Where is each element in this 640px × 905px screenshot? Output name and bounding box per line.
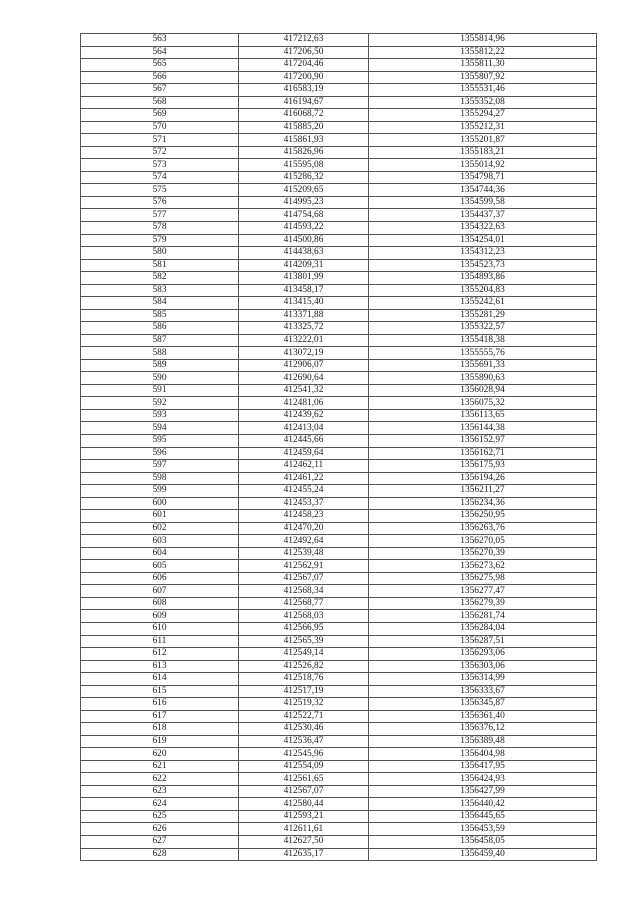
table-row — [81, 810, 597, 823]
x-coordinate-cell: 412462,11 — [239, 460, 369, 473]
x-coordinate-cell: 413371,88 — [239, 309, 369, 322]
table-row — [81, 648, 597, 661]
x-coordinate-cell: 414438,63 — [239, 247, 369, 260]
y-coordinate-cell: 1356376,12 — [369, 723, 597, 736]
table-row — [81, 372, 597, 385]
table-row — [81, 397, 597, 410]
point-number-cell: 587 — [81, 334, 239, 347]
x-coordinate-cell: 413801,99 — [239, 272, 369, 285]
x-coordinate-cell: 412611,61 — [239, 823, 369, 836]
x-coordinate-cell: 415286,32 — [239, 171, 369, 184]
x-coordinate-cell: 412561,65 — [239, 773, 369, 786]
point-number-cell: 575 — [81, 184, 239, 197]
table-row — [81, 284, 597, 297]
table-row — [81, 836, 597, 849]
table-row — [81, 146, 597, 159]
table-row — [81, 660, 597, 673]
y-coordinate-cell: 1356277,47 — [369, 585, 597, 598]
point-number-cell: 624 — [81, 798, 239, 811]
point-number-cell: 606 — [81, 572, 239, 585]
y-coordinate-cell: 1354893,86 — [369, 272, 597, 285]
point-number-cell: 573 — [81, 159, 239, 172]
point-number-cell: 580 — [81, 247, 239, 260]
table-row — [81, 84, 597, 97]
x-coordinate-cell: 412519,32 — [239, 698, 369, 711]
point-number-cell: 596 — [81, 447, 239, 460]
x-coordinate-cell: 417212,63 — [239, 34, 369, 47]
y-coordinate-cell: 1355418,38 — [369, 334, 597, 347]
y-coordinate-cell: 1356270,39 — [369, 547, 597, 560]
point-number-cell: 601 — [81, 510, 239, 523]
table-row — [81, 735, 597, 748]
x-coordinate-cell: 415861,93 — [239, 134, 369, 147]
table-row — [81, 848, 597, 861]
y-coordinate-cell: 1355352,08 — [369, 96, 597, 109]
x-coordinate-cell: 412690,64 — [239, 372, 369, 385]
point-number-cell: 567 — [81, 84, 239, 97]
x-coordinate-cell: 412567,07 — [239, 785, 369, 798]
table-row — [81, 184, 597, 197]
y-coordinate-cell: 1356424,93 — [369, 773, 597, 786]
x-coordinate-cell: 416583,19 — [239, 84, 369, 97]
point-number-cell: 569 — [81, 109, 239, 122]
point-number-cell: 628 — [81, 848, 239, 861]
table-row — [81, 447, 597, 460]
point-number-cell: 589 — [81, 359, 239, 372]
x-coordinate-cell: 415595,08 — [239, 159, 369, 172]
point-number-cell: 618 — [81, 723, 239, 736]
y-coordinate-cell: 1355890,63 — [369, 372, 597, 385]
y-coordinate-cell: 1354312,23 — [369, 247, 597, 260]
x-coordinate-cell: 412627,50 — [239, 836, 369, 849]
y-coordinate-cell: 1356175,93 — [369, 460, 597, 473]
y-coordinate-cell: 1356075,32 — [369, 397, 597, 410]
y-coordinate-cell: 1355322,57 — [369, 322, 597, 335]
x-coordinate-cell: 416194,67 — [239, 96, 369, 109]
table-row — [81, 485, 597, 498]
y-coordinate-cell: 1356250,95 — [369, 510, 597, 523]
y-coordinate-cell: 1355281,29 — [369, 309, 597, 322]
x-coordinate-cell: 414754,68 — [239, 209, 369, 222]
point-number-cell: 615 — [81, 685, 239, 698]
table-row — [81, 34, 597, 47]
x-coordinate-cell: 412458,23 — [239, 510, 369, 523]
table-row — [81, 685, 597, 698]
y-coordinate-cell: 1356144,38 — [369, 422, 597, 435]
table-row — [81, 96, 597, 109]
y-coordinate-cell: 1356459,40 — [369, 848, 597, 861]
y-coordinate-cell: 1356028,94 — [369, 384, 597, 397]
x-coordinate-cell: 413415,40 — [239, 297, 369, 310]
x-coordinate-cell: 414995,23 — [239, 196, 369, 209]
x-coordinate-cell: 412906,07 — [239, 359, 369, 372]
point-number-cell: 582 — [81, 272, 239, 285]
point-number-cell: 583 — [81, 284, 239, 297]
y-coordinate-cell: 1356263,76 — [369, 522, 597, 535]
table-row — [81, 171, 597, 184]
y-coordinate-cell: 1356279,39 — [369, 597, 597, 610]
point-number-cell: 578 — [81, 221, 239, 234]
coordinate-table — [80, 33, 597, 861]
table-row — [81, 635, 597, 648]
x-coordinate-cell: 412453,37 — [239, 497, 369, 510]
x-coordinate-cell: 412554,09 — [239, 760, 369, 773]
table-row — [81, 297, 597, 310]
table-row — [81, 209, 597, 222]
x-coordinate-cell: 412459,64 — [239, 447, 369, 460]
point-number-cell: 607 — [81, 585, 239, 598]
table-row — [81, 460, 597, 473]
table-row — [81, 547, 597, 560]
y-coordinate-cell: 1355812,22 — [369, 46, 597, 59]
y-coordinate-cell: 1354744,36 — [369, 184, 597, 197]
x-coordinate-cell: 413072,19 — [239, 347, 369, 360]
y-coordinate-cell: 1356389,48 — [369, 735, 597, 748]
point-number-cell: 579 — [81, 234, 239, 247]
point-number-cell: 604 — [81, 547, 239, 560]
point-number-cell: 592 — [81, 397, 239, 410]
y-coordinate-cell: 1355294,27 — [369, 109, 597, 122]
y-coordinate-cell: 1356458,05 — [369, 836, 597, 849]
table-row — [81, 510, 597, 523]
table-row — [81, 535, 597, 548]
x-coordinate-cell: 412461,22 — [239, 472, 369, 485]
x-coordinate-cell: 412530,46 — [239, 723, 369, 736]
x-coordinate-cell: 412549,14 — [239, 648, 369, 661]
y-coordinate-cell: 1356293,06 — [369, 648, 597, 661]
y-coordinate-cell: 1354599,58 — [369, 196, 597, 209]
point-number-cell: 626 — [81, 823, 239, 836]
x-coordinate-cell: 412517,19 — [239, 685, 369, 698]
x-coordinate-cell: 412545,96 — [239, 748, 369, 761]
x-coordinate-cell: 412568,03 — [239, 610, 369, 623]
point-number-cell: 576 — [81, 196, 239, 209]
table-row — [81, 597, 597, 610]
y-coordinate-cell: 1354798,71 — [369, 171, 597, 184]
x-coordinate-cell: 415885,20 — [239, 121, 369, 134]
point-number-cell: 610 — [81, 622, 239, 635]
table-row — [81, 272, 597, 285]
table-row — [81, 435, 597, 448]
x-coordinate-cell: 412439,62 — [239, 409, 369, 422]
y-coordinate-cell: 1356287,51 — [369, 635, 597, 648]
point-number-cell: 620 — [81, 748, 239, 761]
y-coordinate-cell: 1356162,71 — [369, 447, 597, 460]
table-row — [81, 497, 597, 510]
y-coordinate-cell: 1356234,36 — [369, 497, 597, 510]
point-number-cell: 593 — [81, 409, 239, 422]
y-coordinate-cell: 1356314,99 — [369, 673, 597, 686]
x-coordinate-cell: 412526,82 — [239, 660, 369, 673]
y-coordinate-cell: 1354322,63 — [369, 221, 597, 234]
x-coordinate-cell: 412413,04 — [239, 422, 369, 435]
y-coordinate-cell: 1356417,95 — [369, 760, 597, 773]
table-row — [81, 196, 597, 209]
y-coordinate-cell: 1354437,37 — [369, 209, 597, 222]
point-number-cell: 611 — [81, 635, 239, 648]
point-number-cell: 616 — [81, 698, 239, 711]
point-number-cell: 586 — [81, 322, 239, 335]
y-coordinate-cell: 1356275,98 — [369, 572, 597, 585]
y-coordinate-cell: 1356440,42 — [369, 798, 597, 811]
x-coordinate-cell: 415209,65 — [239, 184, 369, 197]
y-coordinate-cell: 1354523,73 — [369, 259, 597, 272]
point-number-cell: 608 — [81, 597, 239, 610]
y-coordinate-cell: 1356427,99 — [369, 785, 597, 798]
x-coordinate-cell: 413222,01 — [239, 334, 369, 347]
table-row — [81, 798, 597, 811]
y-coordinate-cell: 1356270,05 — [369, 535, 597, 548]
x-coordinate-cell: 417200,90 — [239, 71, 369, 84]
y-coordinate-cell: 1356194,26 — [369, 472, 597, 485]
point-number-cell: 617 — [81, 710, 239, 723]
table-row — [81, 347, 597, 360]
y-coordinate-cell: 1355807,92 — [369, 71, 597, 84]
point-number-cell: 600 — [81, 497, 239, 510]
table-row — [81, 359, 597, 372]
table-row — [81, 723, 597, 736]
x-coordinate-cell: 412470,20 — [239, 522, 369, 535]
table-row — [81, 384, 597, 397]
coordinate-table-body — [81, 34, 597, 861]
y-coordinate-cell: 1356273,62 — [369, 560, 597, 573]
point-number-cell: 597 — [81, 460, 239, 473]
table-row — [81, 59, 597, 72]
point-number-cell: 595 — [81, 435, 239, 448]
table-row — [81, 560, 597, 573]
table-row — [81, 422, 597, 435]
x-coordinate-cell: 412492,64 — [239, 535, 369, 548]
y-coordinate-cell: 1355201,87 — [369, 134, 597, 147]
x-coordinate-cell: 412566,95 — [239, 622, 369, 635]
x-coordinate-cell: 415826,96 — [239, 146, 369, 159]
table-row — [81, 748, 597, 761]
table-row — [81, 322, 597, 335]
table-row — [81, 785, 597, 798]
x-coordinate-cell: 412481,06 — [239, 397, 369, 410]
point-number-cell: 565 — [81, 59, 239, 72]
y-coordinate-cell: 1355555,76 — [369, 347, 597, 360]
point-number-cell: 571 — [81, 134, 239, 147]
y-coordinate-cell: 1356284,04 — [369, 622, 597, 635]
point-number-cell: 612 — [81, 648, 239, 661]
x-coordinate-cell: 412580,44 — [239, 798, 369, 811]
table-row — [81, 259, 597, 272]
table-row — [81, 760, 597, 773]
point-number-cell: 623 — [81, 785, 239, 798]
y-coordinate-cell: 1355204,83 — [369, 284, 597, 297]
point-number-cell: 598 — [81, 472, 239, 485]
table-row — [81, 522, 597, 535]
table-row — [81, 572, 597, 585]
x-coordinate-cell: 413325,72 — [239, 322, 369, 335]
table-row — [81, 109, 597, 122]
table-row — [81, 134, 597, 147]
table-row — [81, 247, 597, 260]
y-coordinate-cell: 1356404,98 — [369, 748, 597, 761]
table-row — [81, 472, 597, 485]
point-number-cell: 581 — [81, 259, 239, 272]
point-number-cell: 588 — [81, 347, 239, 360]
x-coordinate-cell: 413458,17 — [239, 284, 369, 297]
table-row — [81, 710, 597, 723]
point-number-cell: 584 — [81, 297, 239, 310]
point-number-cell: 602 — [81, 522, 239, 535]
y-coordinate-cell: 1355691,33 — [369, 359, 597, 372]
table-row — [81, 585, 597, 598]
x-coordinate-cell: 412568,34 — [239, 585, 369, 598]
point-number-cell: 625 — [81, 810, 239, 823]
point-number-cell: 590 — [81, 372, 239, 385]
point-number-cell: 568 — [81, 96, 239, 109]
x-coordinate-cell: 412635,17 — [239, 848, 369, 861]
y-coordinate-cell: 1355531,46 — [369, 84, 597, 97]
point-number-cell: 591 — [81, 384, 239, 397]
y-coordinate-cell: 1356453,59 — [369, 823, 597, 836]
table-row — [81, 71, 597, 84]
point-number-cell: 574 — [81, 171, 239, 184]
x-coordinate-cell: 412518,76 — [239, 673, 369, 686]
x-coordinate-cell: 412445,66 — [239, 435, 369, 448]
y-coordinate-cell: 1355014,92 — [369, 159, 597, 172]
table-row — [81, 698, 597, 711]
x-coordinate-cell: 412567,07 — [239, 572, 369, 585]
y-coordinate-cell: 1356113,65 — [369, 409, 597, 422]
table-row — [81, 409, 597, 422]
point-number-cell: 614 — [81, 673, 239, 686]
x-coordinate-cell: 412541,32 — [239, 384, 369, 397]
y-coordinate-cell: 1355183,21 — [369, 146, 597, 159]
table-row — [81, 823, 597, 836]
x-coordinate-cell: 412568,77 — [239, 597, 369, 610]
x-coordinate-cell: 412539,48 — [239, 547, 369, 560]
x-coordinate-cell: 414500,86 — [239, 234, 369, 247]
x-coordinate-cell: 412522,71 — [239, 710, 369, 723]
point-number-cell: 613 — [81, 660, 239, 673]
table-row — [81, 773, 597, 786]
x-coordinate-cell: 417206,50 — [239, 46, 369, 59]
table-row — [81, 121, 597, 134]
point-number-cell: 609 — [81, 610, 239, 623]
x-coordinate-cell: 412455,24 — [239, 485, 369, 498]
point-number-cell: 599 — [81, 485, 239, 498]
x-coordinate-cell: 412593,21 — [239, 810, 369, 823]
x-coordinate-cell: 412562,91 — [239, 560, 369, 573]
table-row — [81, 673, 597, 686]
table-row — [81, 334, 597, 347]
point-number-cell: 572 — [81, 146, 239, 159]
y-coordinate-cell: 1355811,30 — [369, 59, 597, 72]
y-coordinate-cell: 1356333,67 — [369, 685, 597, 698]
point-number-cell: 622 — [81, 773, 239, 786]
y-coordinate-cell: 1355814,96 — [369, 34, 597, 47]
y-coordinate-cell: 1356345,87 — [369, 698, 597, 711]
x-coordinate-cell: 417204,46 — [239, 59, 369, 72]
table-row — [81, 159, 597, 172]
point-number-cell: 619 — [81, 735, 239, 748]
y-coordinate-cell: 1356281,74 — [369, 610, 597, 623]
x-coordinate-cell: 414593,22 — [239, 221, 369, 234]
table-row — [81, 309, 597, 322]
point-number-cell: 570 — [81, 121, 239, 134]
y-coordinate-cell: 1354254,01 — [369, 234, 597, 247]
y-coordinate-cell: 1355242,61 — [369, 297, 597, 310]
x-coordinate-cell: 412565,39 — [239, 635, 369, 648]
x-coordinate-cell: 414209,31 — [239, 259, 369, 272]
point-number-cell: 621 — [81, 760, 239, 773]
point-number-cell: 627 — [81, 836, 239, 849]
point-number-cell: 594 — [81, 422, 239, 435]
y-coordinate-cell: 1356303,06 — [369, 660, 597, 673]
y-coordinate-cell: 1356211,27 — [369, 485, 597, 498]
table-row — [81, 221, 597, 234]
table-row — [81, 622, 597, 635]
point-number-cell: 605 — [81, 560, 239, 573]
table-row — [81, 610, 597, 623]
table-row — [81, 46, 597, 59]
y-coordinate-cell: 1356445,65 — [369, 810, 597, 823]
x-coordinate-cell: 412536,47 — [239, 735, 369, 748]
y-coordinate-cell: 1355212,31 — [369, 121, 597, 134]
table-row — [81, 234, 597, 247]
y-coordinate-cell: 1356152,97 — [369, 435, 597, 448]
point-number-cell: 563 — [81, 34, 239, 47]
y-coordinate-cell: 1356361,40 — [369, 710, 597, 723]
point-number-cell: 585 — [81, 309, 239, 322]
point-number-cell: 564 — [81, 46, 239, 59]
point-number-cell: 603 — [81, 535, 239, 548]
point-number-cell: 577 — [81, 209, 239, 222]
point-number-cell: 566 — [81, 71, 239, 84]
x-coordinate-cell: 416068,72 — [239, 109, 369, 122]
